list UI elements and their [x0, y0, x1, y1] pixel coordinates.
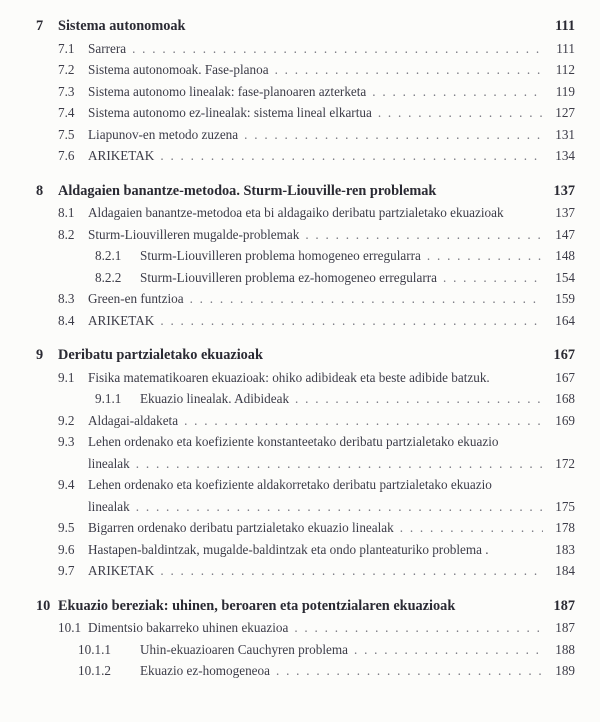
entry-number: 7.1	[58, 40, 75, 56]
dot-leader	[378, 102, 543, 124]
toc-entry	[58, 474, 575, 496]
entry-title: Green-en funtzioa	[88, 291, 184, 306]
toc-entry	[58, 617, 575, 639]
entry-title: Aldagaien banantze-metodoa. Sturm-Liouville-ren problemak	[58, 182, 437, 199]
toc-entry	[58, 38, 575, 60]
toc-entry	[58, 539, 575, 561]
entry-title: Aldagai-aldaketa	[88, 412, 179, 428]
dot-leader	[132, 38, 543, 60]
dot-leader	[295, 388, 543, 410]
entry-page-number: 159	[555, 291, 575, 306]
toc-entry	[58, 367, 575, 389]
entry-number: 9.5	[58, 520, 75, 535]
entry-title: Ekuazio linealak. Adibideak	[140, 391, 290, 406]
entry-title: ARIKETAK	[88, 148, 155, 163]
entry-number: 8.2.1	[95, 248, 122, 263]
entry-title: linealak	[88, 498, 130, 514]
entry-page-number: 154	[555, 269, 575, 285]
entry-number: 10.1	[58, 620, 82, 635]
toc-entry	[36, 16, 575, 38]
dot-leader	[136, 496, 543, 518]
entry-number: 9.6	[58, 541, 75, 557]
toc-rows	[36, 16, 575, 682]
dot-leader	[276, 660, 543, 682]
entry-number: 9	[36, 347, 44, 363]
dot-leader	[244, 124, 543, 146]
toc-entry	[58, 310, 575, 332]
entry-title: Aldagaien banantze-metodoa eta bi aldagaiko deribatu partzialetako ekuazioak	[88, 205, 504, 220]
toc-entry	[95, 267, 575, 289]
entry-page-number: 112	[555, 62, 575, 77]
entry-number: 7.2	[58, 62, 75, 77]
entry-page-number: 167	[553, 347, 575, 363]
entry-page-number: 134	[555, 148, 575, 163]
entry-title: Sturm-Liouvilleren mugalde-problemak	[88, 226, 300, 242]
toc-entry	[58, 288, 575, 310]
entry-page-number: 164	[555, 312, 575, 328]
entry-title: Sistema autonomo ez-linealak: sistema lineal elkartua	[88, 105, 372, 120]
entry-number: 7.5	[58, 126, 75, 142]
entry-page-number: 111	[555, 18, 575, 34]
toc-entry	[36, 345, 575, 367]
toc-entry	[58, 517, 575, 539]
dot-leader	[400, 517, 543, 539]
dot-leader	[190, 288, 543, 310]
toc-entry	[58, 81, 575, 103]
entry-title: Bigarren ordenako deribatu partzialetako ekuazio linealak	[88, 520, 394, 535]
entry-page-number: 127	[555, 105, 575, 120]
entry-number: 10.1.2	[78, 663, 111, 678]
dot-leader	[160, 560, 543, 582]
entry-page-number: 187	[555, 620, 575, 635]
toc-entry	[58, 124, 575, 146]
entry-page-number: 148	[555, 248, 575, 263]
toc-entry	[58, 410, 575, 432]
entry-number: 8.2.2	[95, 269, 122, 285]
entry-page-number: 188	[555, 641, 575, 657]
entry-title: Ekuazio ez-homogeneoa	[140, 663, 270, 678]
toc-entry	[58, 202, 575, 224]
entry-title: Sistema autonomoak	[58, 18, 186, 34]
entry-title: Sarrera	[88, 40, 127, 56]
entry-page-number: 119	[555, 83, 575, 99]
entry-number: 8.1	[58, 205, 75, 220]
entry-title: Lehen ordenako eta koefiziente konstanteetako deribatu partzialetako ekuazio	[88, 434, 499, 449]
dot-leader	[160, 310, 543, 332]
entry-number: 7.6	[58, 148, 75, 163]
entry-number: 9.1	[58, 369, 75, 385]
entry-title: Sistema autonomoak. Fase-planoa	[88, 62, 269, 77]
entry-page-number: 178	[555, 520, 575, 535]
entry-page-number: 137	[555, 205, 575, 220]
entry-page-number: 168	[555, 391, 575, 406]
toc-entry	[36, 596, 575, 618]
entry-page-number: 131	[555, 126, 575, 142]
dot-leader	[184, 410, 543, 432]
entry-title: Fisika matematikoaren ekuazioak: ohiko adibideak eta beste adibide batzuk.	[88, 369, 490, 385]
entry-page-number: 169	[555, 412, 575, 428]
entry-title: Hastapen-baldintzak, mugalde-baldintzak eta ondo planteaturiko problema .	[88, 541, 489, 557]
entry-title: Dimentsio bakarreko uhinen ekuazioa	[88, 620, 289, 635]
toc-entry	[88, 496, 575, 518]
entry-page-number: 175	[555, 498, 575, 514]
entry-title: Liapunov-en metodo zuzena	[88, 126, 239, 142]
entry-title: Lehen ordenako eta koefiziente aldakorretako deribatu partzialetako ekuazio	[88, 477, 492, 492]
entry-number: 9.4	[58, 477, 75, 492]
toc-entry	[58, 560, 575, 582]
entry-number: 9.1.1	[95, 391, 122, 406]
entry-number: 9.2	[58, 412, 75, 428]
toc-entry	[58, 145, 575, 167]
entry-number: 9.7	[58, 563, 75, 578]
entry-title: ARIKETAK	[88, 312, 155, 328]
entry-number: 8.4	[58, 312, 75, 328]
entry-page-number: 183	[555, 541, 575, 557]
toc-entry	[88, 453, 575, 475]
dot-leader	[305, 224, 543, 246]
entry-number: 7.4	[58, 105, 75, 120]
toc-entry	[95, 388, 575, 410]
dot-leader	[443, 267, 543, 289]
dot-leader	[275, 59, 543, 81]
entry-number: 10.1.1	[78, 641, 111, 657]
entry-number: 7	[36, 18, 44, 34]
entry-title: Uhin-ekuazioaren Cauchyren problema	[140, 641, 348, 657]
toc-entry	[58, 431, 575, 453]
entry-page-number: 147	[555, 226, 575, 242]
dot-leader	[354, 639, 543, 661]
dot-leader	[160, 145, 543, 167]
entry-number: 8	[36, 182, 44, 199]
entry-title: Sturm-Liouvilleren problema homogeneo erregularra	[140, 248, 421, 263]
entry-number: 10	[36, 597, 51, 614]
toc-entry	[58, 59, 575, 81]
entry-page-number: 172	[555, 455, 575, 471]
toc-entry	[36, 181, 575, 203]
dot-leader	[372, 81, 543, 103]
entry-title: Sistema autonomo linealak: fase-planoaren azterketa	[88, 83, 367, 99]
dot-leader	[294, 617, 543, 639]
entry-number: 8.2	[58, 226, 75, 242]
entry-title: Ekuazio bereziak: uhinen, beroaren eta potentzialaren ekuazioak	[58, 597, 456, 614]
entry-page-number: 167	[555, 369, 575, 385]
entry-page-number: 189	[555, 663, 575, 678]
entry-page-number: 184	[555, 563, 575, 578]
entry-number: 8.3	[58, 291, 75, 306]
toc-entry	[78, 660, 575, 682]
dot-leader	[427, 245, 543, 267]
entry-number: 9.3	[58, 434, 75, 449]
toc-entry	[58, 102, 575, 124]
toc-entry	[78, 639, 575, 661]
entry-title: linealak	[88, 455, 130, 471]
entry-number: 7.3	[58, 83, 75, 99]
toc-entry	[95, 245, 575, 267]
entry-page-number: 137	[553, 182, 575, 199]
entry-page-number: 187	[553, 597, 575, 614]
entry-title: ARIKETAK	[88, 563, 155, 578]
toc-entry	[58, 224, 575, 246]
entry-title: Deribatu partzialetako ekuazioak	[58, 347, 263, 363]
entry-page-number: 111	[556, 40, 575, 56]
entry-title: Sturm-Liouvilleren problema ez-homogeneo erregularra	[140, 269, 437, 285]
dot-leader	[136, 453, 543, 475]
